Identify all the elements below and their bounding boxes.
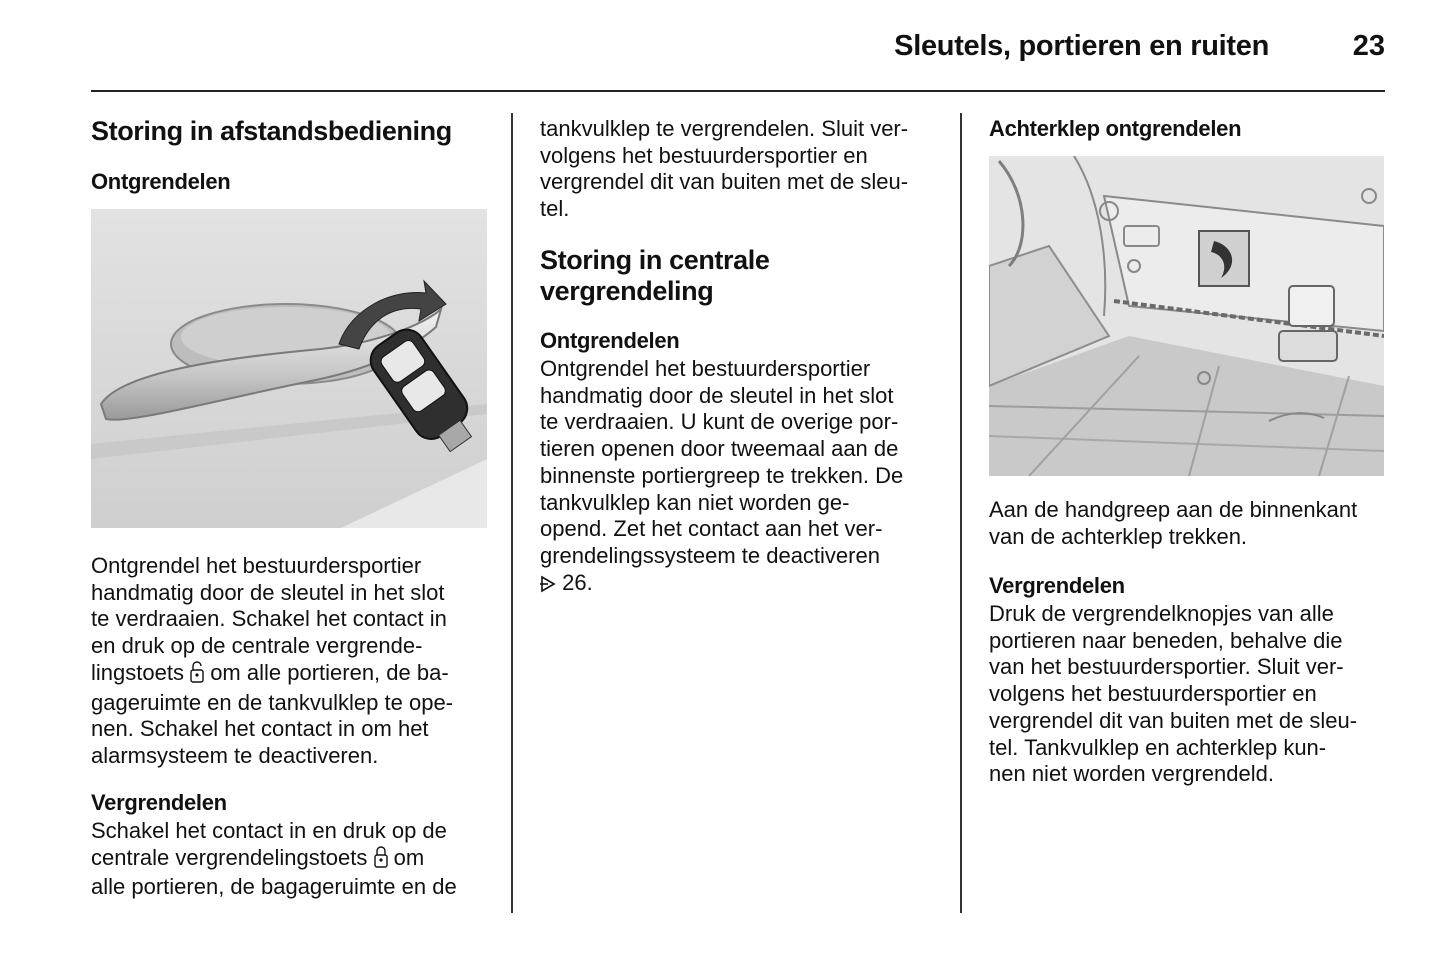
- tailgate-interior-drawing: [989, 156, 1384, 476]
- page-number: 23: [1352, 30, 1385, 62]
- door-handle-key-illustration: [91, 209, 487, 528]
- subheading-unlock: Ontgrendelen: [91, 169, 231, 194]
- page-reference[interactable]: [540, 570, 740, 600]
- lock-key-icon: [374, 846, 388, 875]
- subheading-lock-col3: Vergrendelen: [989, 573, 1125, 598]
- unlock-instructions-paragraph: [91, 553, 501, 770]
- section-heading-remote-failure: Storing in afstandsbediening: [91, 116, 452, 146]
- central-unlock-paragraph: Ontgrendel het bestuurdersportier handmatig door de sleutel in het slot te verdraaien. U kunt de overige por- tieren openen door tweemaal aan de binnenste portiergreep te trekken. De tankvulklep kan niet worden ge- opend. Zet het contact aan het ver- grendelingssysteem te deactiveren: [540, 356, 904, 568]
- tailgate-interior-illustration: [989, 156, 1384, 476]
- door-handle-key-drawing: [91, 209, 487, 528]
- lock-col3-paragraph: Druk de vergrendelknopjes van alle portieren naar beneden, behalve die van het bestuurdersportier. Sluit ver- volgens het bestuurdersportier en vergrendel dit van buiten met de sleu- tel. Tankvulklep en achterklep kun- nen niet worden vergrendeld.: [989, 601, 1358, 787]
- page-reference-arrow-icon: [540, 573, 556, 600]
- tailgate-instructions-paragraph: Aan de handgreep aan de binnenkant van de achterklep trekken.: [989, 497, 1358, 549]
- running-header-title: Sleutels, portieren en ruiten: [894, 30, 1269, 62]
- header-rule: [91, 90, 1385, 92]
- subheading-lock: Vergrendelen: [91, 790, 227, 815]
- page-reference-number: 26.: [562, 570, 593, 595]
- lock-text-part-2: om alle portieren, de bagageruimte en de: [91, 844, 457, 900]
- lock-text-part-1: Schakel het contact in en druk op de centrale vergrendelingstoets: [91, 818, 447, 870]
- subheading-unlock-central: Ontgrendelen: [540, 328, 680, 353]
- column-divider-1: [511, 113, 513, 913]
- column-divider-2: [960, 113, 962, 913]
- lock-instructions-paragraph: [91, 818, 501, 901]
- continued-lock-paragraph: tankvulklep te vergrendelen. Sluit ver- volgens het bestuurdersportier en vergrendel dit van buiten met de sleu- tel.: [540, 116, 909, 222]
- unlock-text-part-2: om alle portieren, de ba- gageruimte en de tankvulklep te ope- nen. Schakel het contact in om het alarmsysteem te deactiveren.: [91, 659, 454, 768]
- unlock-text-part-1: Ontgrendel het bestuurdersportier handmatig door de sleutel in het slot te verdraaien. Schakel het contact in en druk op de centrale vergrende- lingstoets: [91, 553, 447, 685]
- section-heading-central-locking-failure: Storing in centrale vergrendeling: [540, 245, 770, 306]
- subheading-tailgate-unlock: Achterklep ontgrendelen: [989, 116, 1242, 141]
- unlock-key-icon: [190, 661, 204, 690]
